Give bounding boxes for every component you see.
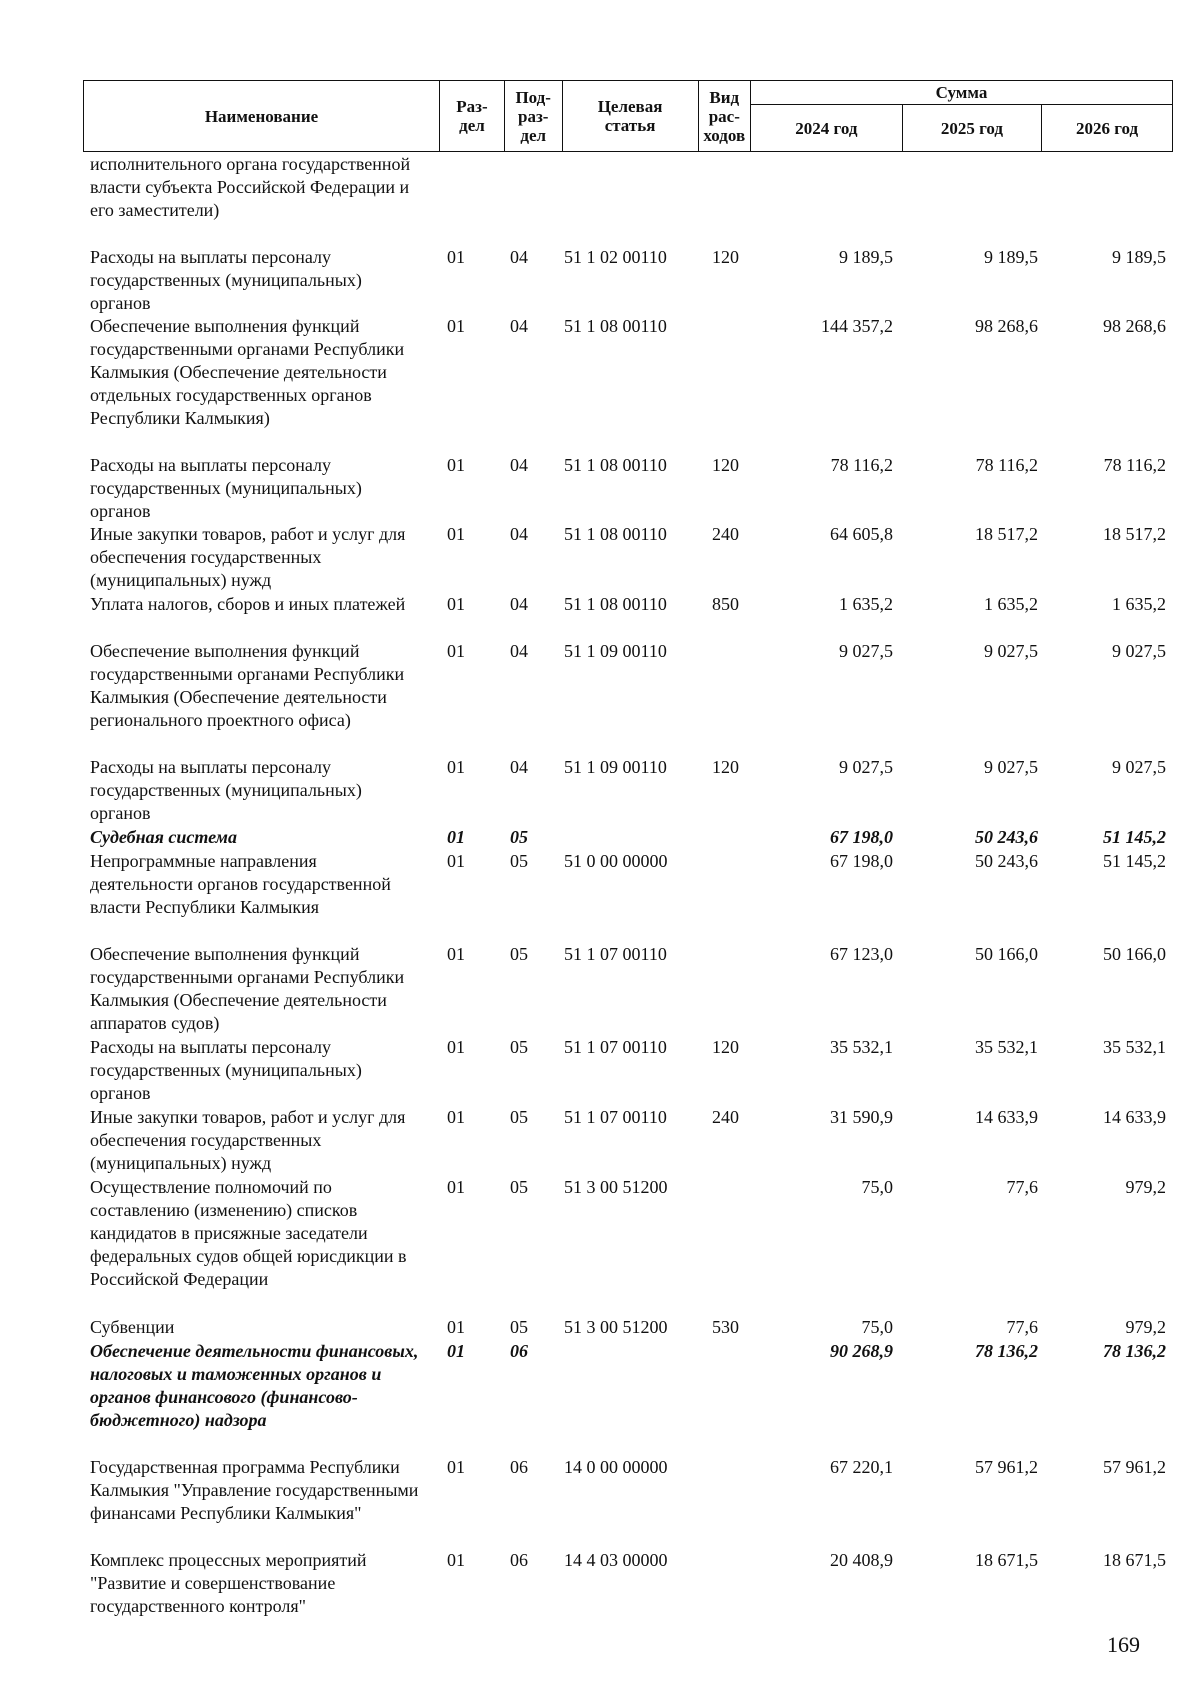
row-sum-2026: 1 635,2 — [1112, 594, 1166, 614]
row-sum-2025: 57 961,2 — [975, 1457, 1038, 1477]
row-celevaya: 51 1 07 00110 — [564, 1037, 667, 1057]
row-razdel: 01 — [447, 851, 465, 871]
row-vid: 240 — [712, 1107, 739, 1127]
row-razdel: 01 — [447, 1341, 465, 1361]
row-sum-2024: 144 357,2 — [821, 316, 893, 336]
header-2025: 2025 год — [902, 105, 1041, 152]
row-sum-2025: 9 027,5 — [984, 757, 1038, 777]
row-celevaya: 51 3 00 51200 — [564, 1177, 668, 1197]
row-sum-2024: 67 220,1 — [830, 1457, 893, 1477]
row-sum-2026: 78 136,2 — [1103, 1341, 1166, 1361]
row-celevaya: 51 1 02 00110 — [564, 247, 667, 267]
row-sum-2024: 31 590,9 — [830, 1107, 893, 1127]
row-podrazdel: 04 — [510, 455, 528, 475]
row-sum-2024: 67 198,0 — [830, 851, 893, 871]
row-sum-2026: 9 027,5 — [1112, 641, 1166, 661]
header-2024: 2024 год — [750, 105, 902, 152]
row-sum-2024: 1 635,2 — [839, 594, 893, 614]
row-sum-2024: 35 532,1 — [830, 1037, 893, 1057]
row-podrazdel: 04 — [510, 757, 528, 777]
row-sum-2025: 14 633,9 — [975, 1107, 1038, 1127]
row-sum-2026: 14 633,9 — [1103, 1107, 1166, 1127]
row-razdel: 01 — [447, 247, 465, 267]
row-podrazdel: 05 — [510, 827, 528, 847]
header-podrazdel-text: Под- раз- дел — [515, 87, 551, 145]
row-sum-2024: 90 268,9 — [830, 1341, 893, 1361]
row-name: Осуществление полномочий по составлению (изменению) списков кандидатов в присяжные заседатели федеральных судов общей юрисдикции в Российской Федерации — [90, 1177, 407, 1289]
row-name: исполнительного органа государственной власти субъекта Российской Федерации и его заместители) — [90, 154, 411, 220]
row-sum-2024: 78 116,2 — [830, 455, 893, 475]
row-celevaya: 51 0 00 00000 — [564, 851, 668, 871]
row-razdel: 01 — [447, 1550, 465, 1570]
row-podrazdel: 06 — [510, 1457, 528, 1477]
row-sum-2024: 75,0 — [861, 1177, 893, 1197]
row-celevaya: 51 1 09 00110 — [564, 641, 667, 661]
row-sum-2026: 18 671,5 — [1103, 1550, 1166, 1570]
header-summa: Сумма — [750, 81, 1172, 105]
row-celevaya: 51 3 00 51200 — [564, 1317, 668, 1337]
row-name: Расходы на выплаты персоналу государственных (муниципальных) органов — [90, 1037, 362, 1103]
row-podrazdel: 04 — [510, 524, 528, 544]
row-razdel: 01 — [447, 641, 465, 661]
row-name: Обеспечение выполнения функций государственными органами Республики Калмыкия (Обеспечение деятельности аппаратов судов) — [90, 944, 405, 1033]
row-name: Расходы на выплаты персоналу государственных (муниципальных) органов — [90, 247, 362, 313]
row-podrazdel: 05 — [510, 944, 528, 964]
row-sum-2025: 1 635,2 — [984, 594, 1038, 614]
row-podrazdel: 05 — [510, 851, 528, 871]
row-vid: 120 — [712, 1037, 739, 1057]
row-celevaya: 51 1 08 00110 — [564, 594, 667, 614]
row-sum-2025: 9 189,5 — [984, 247, 1038, 267]
row-sum-2025: 50 243,6 — [975, 827, 1038, 847]
row-name: Комплекс процессных мероприятий "Развитие и совершенствование государственного контроля" — [90, 1550, 367, 1616]
row-sum-2025: 18 517,2 — [975, 524, 1038, 544]
row-sum-2025: 35 532,1 — [975, 1037, 1038, 1057]
row-sum-2026: 51 145,2 — [1103, 827, 1166, 847]
table-header — [83, 80, 1173, 152]
row-podrazdel: 04 — [510, 247, 528, 267]
row-sum-2025: 98 268,6 — [975, 316, 1038, 336]
row-sum-2024: 67 123,0 — [830, 944, 893, 964]
row-razdel: 01 — [447, 1177, 465, 1197]
row-sum-2024: 9 189,5 — [839, 247, 893, 267]
row-podrazdel: 06 — [510, 1550, 528, 1570]
row-razdel: 01 — [447, 455, 465, 475]
row-name: Обеспечение выполнения функций государственными органами Республики Калмыкия (Обеспечение деятельности регионального проектного офиса) — [90, 641, 405, 730]
row-sum-2024: 9 027,5 — [839, 641, 893, 661]
row-celevaya: 14 0 00 00000 — [564, 1457, 668, 1477]
row-razdel: 01 — [447, 1037, 465, 1057]
row-celevaya: 51 1 08 00110 — [564, 524, 667, 544]
row-celevaya: 51 1 07 00110 — [564, 944, 667, 964]
row-name: Расходы на выплаты персоналу государственных (муниципальных) органов — [90, 455, 362, 521]
row-sum-2025: 50 243,6 — [975, 851, 1038, 871]
row-vid: 850 — [712, 594, 739, 614]
row-podrazdel: 04 — [510, 641, 528, 661]
row-sum-2026: 78 116,2 — [1103, 455, 1166, 475]
row-vid: 530 — [712, 1317, 739, 1337]
row-sum-2026: 35 532,1 — [1103, 1037, 1166, 1057]
row-name: Обеспечение выполнения функций государственными органами Республики Калмыкия (Обеспечение деятельности отдельных государственных органов Республики Калмыкия) — [90, 316, 405, 428]
row-sum-2026: 98 268,6 — [1103, 316, 1166, 336]
header-celevaya-text: Целевая статья — [597, 97, 663, 135]
row-podrazdel: 05 — [510, 1107, 528, 1127]
row-sum-2024: 20 408,9 — [830, 1550, 893, 1570]
header-vid — [698, 81, 750, 152]
row-sum-2025: 18 671,5 — [975, 1550, 1038, 1570]
row-name: Уплата налогов, сборов и иных платежей — [90, 594, 406, 614]
row-sum-2025: 50 166,0 — [975, 944, 1038, 964]
header-razdel — [440, 81, 505, 152]
header-celevaya — [562, 81, 698, 152]
row-sum-2024: 9 027,5 — [839, 757, 893, 777]
row-celevaya: 51 1 07 00110 — [564, 1107, 667, 1127]
row-name: Непрограммные направления деятельности органов государственной власти Республики Калмыкия — [90, 851, 391, 917]
row-vid: 120 — [712, 757, 739, 777]
row-sum-2024: 75,0 — [861, 1317, 893, 1337]
row-sum-2025: 77,6 — [1006, 1317, 1038, 1337]
row-celevaya: 14 4 03 00000 — [564, 1550, 668, 1570]
row-podrazdel: 05 — [510, 1317, 528, 1337]
row-sum-2024: 67 198,0 — [830, 827, 893, 847]
row-sum-2026: 51 145,2 — [1103, 851, 1166, 871]
row-celevaya: 51 1 08 00110 — [564, 316, 667, 336]
row-podrazdel: 04 — [510, 316, 528, 336]
row-name: Иные закупки товаров, работ и услуг для обеспечения государственных (муниципальных) нужд — [90, 1107, 406, 1173]
header-razdel-text: Раз- дел — [456, 97, 488, 135]
row-sum-2026: 18 517,2 — [1103, 524, 1166, 544]
row-sum-2025: 78 136,2 — [975, 1341, 1038, 1361]
row-vid: 120 — [712, 455, 739, 475]
row-name: Субвенции — [90, 1317, 175, 1337]
row-sum-2025: 9 027,5 — [984, 641, 1038, 661]
header-2026: 2026 год — [1042, 105, 1173, 152]
header-vid-text: Вид рас- ходов — [703, 87, 746, 145]
row-podrazdel: 05 — [510, 1037, 528, 1057]
row-sum-2026: 9 189,5 — [1112, 247, 1166, 267]
row-name: Государственная программа Республики Калмыкия "Управление государственными финансами Республики Калмыкия" — [90, 1457, 419, 1523]
row-razdel: 01 — [447, 944, 465, 964]
header-name: Наименование — [84, 81, 440, 152]
row-podrazdel: 06 — [510, 1341, 528, 1361]
row-celevaya: 51 1 09 00110 — [564, 757, 667, 777]
row-razdel: 01 — [447, 524, 465, 544]
row-vid: 240 — [712, 524, 739, 544]
row-podrazdel: 04 — [510, 594, 528, 614]
row-razdel: 01 — [447, 827, 465, 847]
row-razdel: 01 — [447, 1457, 465, 1477]
row-vid: 120 — [712, 247, 739, 267]
row-razdel: 01 — [447, 316, 465, 336]
row-sum-2026: 57 961,2 — [1103, 1457, 1166, 1477]
row-sum-2026: 50 166,0 — [1103, 944, 1166, 964]
row-podrazdel: 05 — [510, 1177, 528, 1197]
row-celevaya: 51 1 08 00110 — [564, 455, 667, 475]
row-sum-2026: 979,2 — [1125, 1177, 1166, 1197]
row-sum-2026: 9 027,5 — [1112, 757, 1166, 777]
row-sum-2025: 78 116,2 — [975, 455, 1038, 475]
row-razdel: 01 — [447, 594, 465, 614]
row-sum-2025: 77,6 — [1006, 1177, 1038, 1197]
row-name: Иные закупки товаров, работ и услуг для обеспечения государственных (муниципальных) нужд — [90, 524, 406, 590]
header-podrazdel — [504, 81, 562, 152]
row-name: Расходы на выплаты персоналу государственных (муниципальных) органов — [90, 757, 362, 823]
row-razdel: 01 — [447, 757, 465, 777]
row-razdel: 01 — [447, 1317, 465, 1337]
row-razdel: 01 — [447, 1107, 465, 1127]
row-sum-2026: 979,2 — [1125, 1317, 1166, 1337]
row-name: Судебная система — [90, 827, 237, 847]
row-name: Обеспечение деятельности финансовых, налоговых и таможенных органов и органов финансового (финансово-бюджетного) надзора — [90, 1341, 419, 1430]
row-sum-2024: 64 605,8 — [830, 524, 893, 544]
page-number: 169 — [1107, 1632, 1140, 1657]
